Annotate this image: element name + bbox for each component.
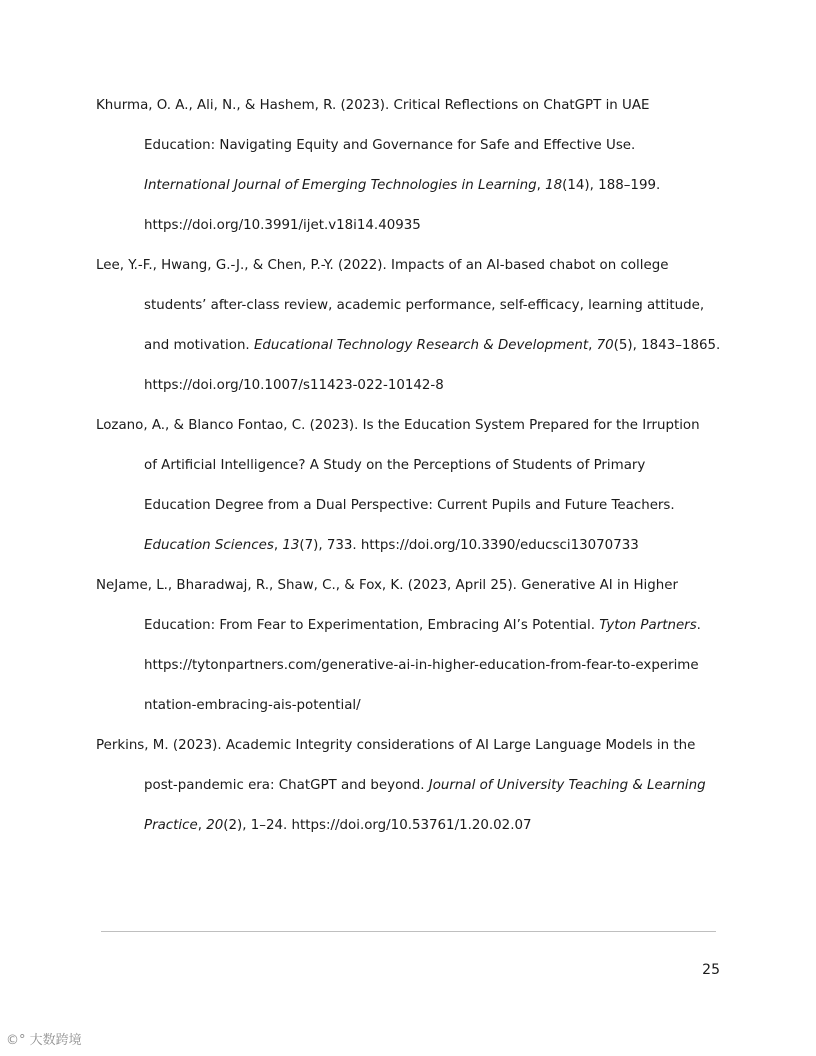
reference-line: Practice, 20(2), 1–24. https://doi.org/10.53761/1.20.02.07 <box>144 818 532 833</box>
reference-line: Perkins, M. (2023). Academic Integrity considerations of AI Large Language Models in the <box>96 738 696 753</box>
reference-line: post-pandemic era: ChatGPT and beyond. Journal of University Teaching & Learning <box>144 778 706 793</box>
watermark-logo-icon: ©° <box>6 1033 26 1048</box>
watermark-text: 大数跨境 <box>29 1033 82 1048</box>
reference-line: Khurma, O. A., Ali, N., & Hashem, R. (2023). Critical Reflections on ChatGPT in UAE <box>96 98 650 113</box>
reference-line: Lozano, A., & Blanco Fontao, C. (2023). Is the Education System Prepared for the Irruption <box>96 418 700 433</box>
reference-line: Education Sciences, 13(7), 733. https://doi.org/10.3390/educsci13070733 <box>144 538 639 553</box>
reference-line: Education: Navigating Equity and Governance for Safe and Effective Use. <box>144 138 636 153</box>
reference-line: Education: From Fear to Experimentation, Embracing AI’s Potential. Tyton Partners. <box>144 618 701 633</box>
watermark <box>6 1029 82 1048</box>
reference-url[interactable]: https://tytonpartners.com/generative-ai-in-higher-education-from-fear-to-experime <box>144 658 699 673</box>
reference-line: International Journal of Emerging Technologies in Learning, 18(14), 188–199. <box>144 178 661 193</box>
reference-url[interactable]: ntation-embracing-ais-potential/ <box>144 698 361 713</box>
reference-line: Lee, Y.-F., Hwang, G.-J., & Chen, P.-Y. (2022). Impacts of an AI-based chabot on college <box>96 258 669 273</box>
reference-line: students’ after-class review, academic performance, self-efficacy, learning attitude, <box>144 298 705 313</box>
reference-line: and motivation. Educational Technology Research & Development, 70(5), 1843–1865. <box>144 338 721 353</box>
page-number: 25 <box>702 962 720 978</box>
reference-doi[interactable]: https://doi.org/10.3991/ijet.v18i14.40935 <box>144 218 421 233</box>
reference-line: of Artificial Intelligence? A Study on the Perceptions of Students of Primary <box>144 458 646 473</box>
reference-line: NeJame, L., Bharadwaj, R., Shaw, C., & Fox, K. (2023, April 25). Generative AI in Higher <box>96 578 678 593</box>
reference-doi[interactable]: https://doi.org/10.1007/s11423-022-10142-8 <box>144 378 444 393</box>
reference-line: Education Degree from a Dual Perspective: Current Pupils and Future Teachers. <box>144 498 675 513</box>
footer-divider <box>101 931 716 932</box>
